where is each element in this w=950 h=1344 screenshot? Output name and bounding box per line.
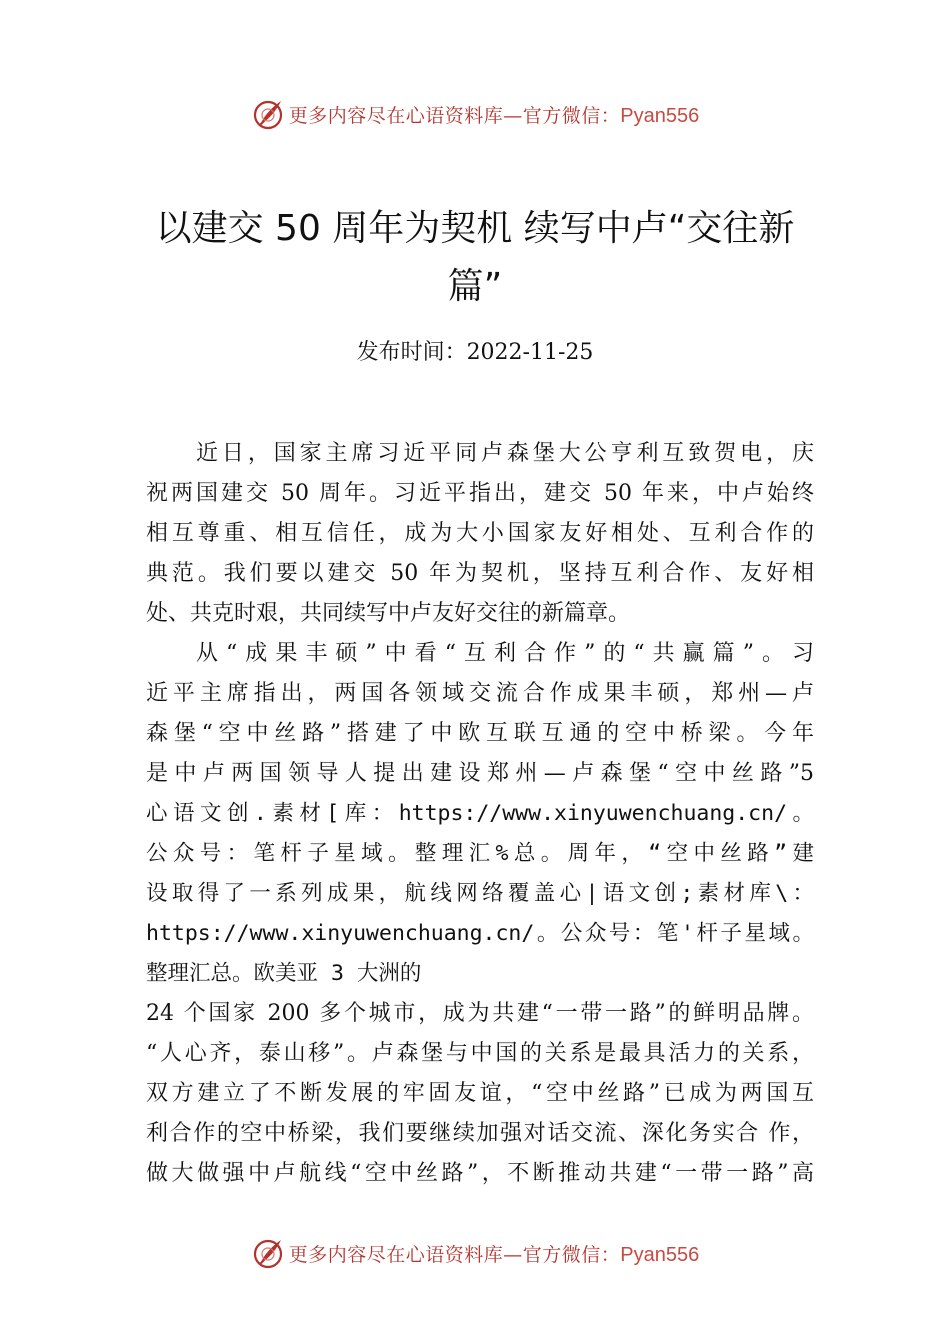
quill-pen-seal-icon	[251, 97, 285, 131]
body-line-watermark: 整理汇总。欧美亚 3 大洲的	[146, 961, 422, 986]
body-line: 近平主席指出，两国各领域交流合作成果丰硕，郑州—卢	[146, 681, 814, 706]
banner-wechat-id: Pyan556	[620, 1243, 700, 1266]
body-line-watermark: 设取得了一系列成果，航线网络覆盖心|语文创;素材库\：	[146, 881, 814, 906]
banner-slogan: 更多内容尽在心语资料库	[288, 1243, 504, 1266]
body-line: 双方建立了不断发展的牢固友谊，“空中丝路”已成为两国互	[146, 1081, 814, 1106]
body-line: 近日，国家主席习近平同卢森堡大公亨利互致贺电，庆	[196, 441, 814, 466]
body-line: 处、共克时艰，共同续写中卢友好交往的新篇章。	[146, 601, 631, 626]
body-line: 典范。我们要以建交 50 年为契机，坚持互利合作、友好相	[146, 561, 814, 586]
banner-wechat-label: 官方微信：	[522, 104, 621, 127]
banner-dash: —	[503, 1243, 523, 1266]
article-title	[130, 200, 820, 316]
header-banner	[0, 94, 950, 134]
banner-dash: —	[503, 104, 523, 127]
footer-banner	[0, 1233, 950, 1273]
body-line: 从“成果丰硕”中看“互利合作”的“共赢篇”。习	[196, 641, 814, 666]
body-line: 森堡“空中丝路”搭建了中欧互联互通的空中桥梁。今年	[146, 721, 814, 746]
body-line: “人心齐，泰山移”。卢森堡与中国的关系是最具活力的关系，	[146, 1041, 814, 1066]
title-line-2: 篇”	[447, 266, 503, 307]
body-line: 利合作的空中桥梁，我们要继续加强对话交流、深化务实合 作，	[146, 1121, 814, 1146]
body-line-watermark: 公众号：笔杆子星域。整理汇%总。周年，“空中丝路”建	[146, 841, 814, 866]
article-body	[146, 434, 814, 1194]
body-line: 祝两国建交 50 周年。习近平指出，建交 50 年来，中卢始终	[146, 481, 814, 506]
banner-slogan: 更多内容尽在心语资料库	[288, 104, 504, 127]
publish-time: 发布时间：2022-11-25	[356, 340, 594, 365]
banner-wechat-id: Pyan556	[620, 104, 700, 127]
body-line: 是中卢两国领导人提出建设郑州—卢森堡“空中丝路”5	[146, 761, 814, 786]
quill-pen-seal-icon	[251, 1236, 285, 1270]
body-line-watermark: https://www.xinyuwenchuang.cn/。公众号：笔'杆子星域。	[146, 921, 814, 946]
body-line: 做大做强中卢航线“空中丝路”，不断推动共建“一带一路”高	[146, 1161, 814, 1186]
title-line-1: 以建交 50 周年为契机 续写中卢“交往新	[155, 208, 795, 249]
body-line: 相互尊重、相互信任，成为大小国家友好相处、互利合作的	[146, 521, 814, 546]
banner-wechat-label: 官方微信：	[522, 1243, 621, 1266]
body-line: 24 个国家 200 多个城市，成为共建“一带一路”的鲜明品牌。	[146, 1001, 814, 1026]
body-line-watermark: 心语文创.素材[库：https://www.xinyuwenchuang.cn/。	[146, 801, 814, 826]
